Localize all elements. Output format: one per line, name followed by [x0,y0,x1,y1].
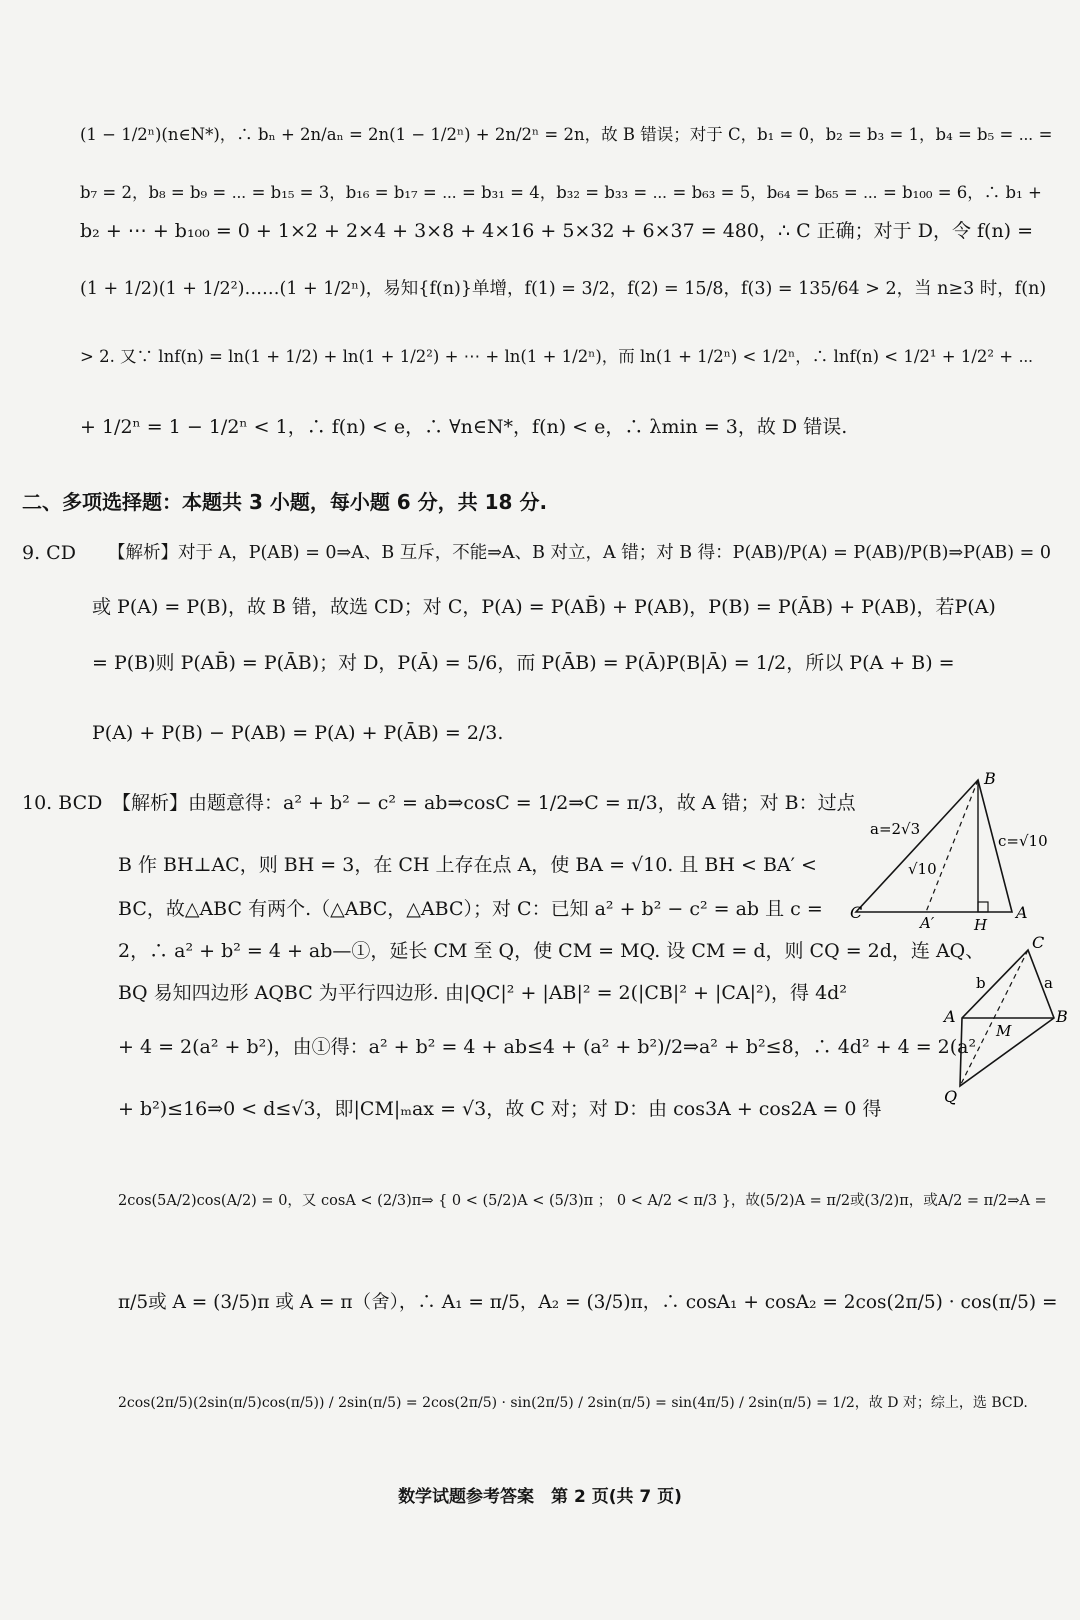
label-sqrt10: √10 [908,860,937,878]
q10-line-6: + 4 = 2(a² + b²)，由①得：a² + b² = 4 + ab≤4 + (a² + b²)/2⇒a² + b²≤8，∴ 4d² + 4 = 2(a² [118,1036,977,1058]
label-C: C [850,903,863,922]
q8-line-2: b₇ = 2，b₈ = b₉ = ⋯ = b₁₅ = 3，b₁₆ = b₁₇ = ⋯ = b₃₁ = 4，b₃₂ = b₃₃ = ⋯ = b₆₃ = 5，b₆₄ = b₆₅ = ⋯ = b₁₀₀ = 6，∴ b₁ + [80,183,1042,202]
q8-line-6: + 1/2ⁿ = 1 − 1/2ⁿ < 1，∴ f(n) < e，∴ ∀n∈N*，f(n) < e，∴ λmin = 3，故 D 错误. [80,416,848,438]
label-M: M [996,1022,1012,1040]
label-C: C [1032,933,1045,952]
q8-line-4: (1 + 1/2)(1 + 1/2²)……(1 + 1/2ⁿ)，易知{f(n)}单增，f(1) = 3/2，f(2) = 15/8，f(3) = 135/64 > 2，当 n≥3 时，f(n) [80,279,1047,299]
triangle-figure [850,769,1066,934]
q10-line-5: BQ 易知四边形 AQBC 为平行四边形. 由|QC|² + |AB|² = 2(|CB|² + |CA|²)，得 4d² [118,982,847,1004]
label-A: A [944,1007,956,1026]
label-a: a [1044,974,1053,992]
q9-line-4: P(A) + P(B) − P(AB) = P(A) + P(ĀB) = 2/3. [92,722,504,744]
q10-line-2: B 作 BH⊥AC，则 BH = 3，在 CH 上存在点 A，使 BA = √10. 且 BH < BA′ < [118,854,817,876]
parallelogram-figure [944,934,1074,1106]
q10-line-8: 2cos(5A/2)cos(A/2) = 0，又 cosA < (2/3)π⇒ { 0 < (5/2)A < (5/3)π ； 0 < A/2 < π/3 }，故(5/2)A = π/2或(3/2)π，或A/2 = π/2⇒A = [118,1193,1047,1209]
label-c: c=√10 [998,832,1048,850]
q10-line-9: π/5或 A = (3/5)π 或 A = π（舍），∴ A₁ = π/5，A₂ = (3/5)π，∴ cosA₁ + cosA₂ = 2cos(2π/5) · cos(π/5) = [118,1292,1058,1313]
label-Q: Q [944,1087,958,1106]
label-B: B [984,769,996,788]
q10-line-1: 【解析】由题意得：a² + b² − c² = ab⇒cosC = 1/2⇒C = π/3，故 A 错；对 B：过点 [112,792,856,814]
q8-line-3: b₂ + ⋯ + b₁₀₀ = 0 + 1×2 + 2×4 + 3×8 + 4×16 + 5×32 + 6×37 = 480，∴ C 正确；对于 D，令 f(n) = [80,220,1034,242]
q10-line-4: 2，∴ a² + b² = 4 + ab—①，延长 CM 至 Q，使 CM = MQ. 设 CM = d，则 CQ = 2d，连 AQ、 [118,940,985,962]
q8-line-5: > 2. 又∵ lnf(n) = ln(1 + 1/2) + ln(1 + 1/2²) + ⋯ + ln(1 + 1/2ⁿ)，而 ln(1 + 1/2ⁿ) < 1/2ⁿ，∴ lnf(n) < 1/2¹ + 1/2² + ⋯ [80,347,1034,366]
q10-line-10: 2cos(2π/5)(2sin(π/5)cos(π/5)) / 2sin(π/5) = 2cos(2π/5) · sin(2π/5) / 2sin(π/5) = sin(4π/5) / 2sin(π/5) = 1/2，故 D 对；综上，选 BCD. [118,1395,1028,1411]
label-B: B [1056,1007,1068,1026]
label-A: A [1016,903,1028,922]
label-H: H [974,916,988,934]
label-A-prime: A′ [920,914,935,932]
page-footer: 数学试题参考答案 第 2 页(共 7 页) [398,1487,682,1507]
q9-number: 9. CD [22,542,76,564]
q8-line-1: (1 − 1/2ⁿ)(n∈N*)，∴ bₙ + 2n/aₙ = 2n(1 − 1/2ⁿ) + 2n/2ⁿ = 2n，故 B 错误；对于 C，b₁ = 0，b₂ = b₃ = 1，b₄ = b₅ = ⋯ = [80,125,1053,144]
section-2-title: 二、多项选择题：本题共 3 小题，每小题 6 分，共 18 分. [22,490,548,514]
q10-number: 10. BCD [22,792,103,814]
q10-line-3: BC，故△ABC 有两个.（△ABC，△ABC）；对 C：已知 a² + b² − c² = ab 且 c = [118,898,823,920]
q9-line-1: 【解析】对于 A，P(AB) = 0⇒A、B 互斥，不能⇒A、B 对立，A 错；对 B 得：P(AB)/P(A) = P(AB)/P(B)⇒P(AB) = 0 [108,543,1051,563]
q9-line-2: 或 P(A) = P(B)，故 B 错，故选 CD；对 C，P(A) = P(AB̄) + P(AB)，P(B) = P(ĀB) + P(AB)，若P(A) [92,596,996,618]
q9-line-3: = P(B)则 P(AB̄) = P(ĀB)；对 D，P(Ā) = 5/6，而 P(ĀB) = P(Ā)P(B|Ā) = 1/2，所以 P(A + B) = [92,652,955,674]
label-a: a=2√3 [870,820,921,838]
q10-line-7: + b²)≤16⇒0 < d≤√3，即|CM|ₘax = √3，故 C 对；对 D：由 cos3A + cos2A = 0 得 [118,1098,882,1120]
label-b: b [976,974,986,992]
